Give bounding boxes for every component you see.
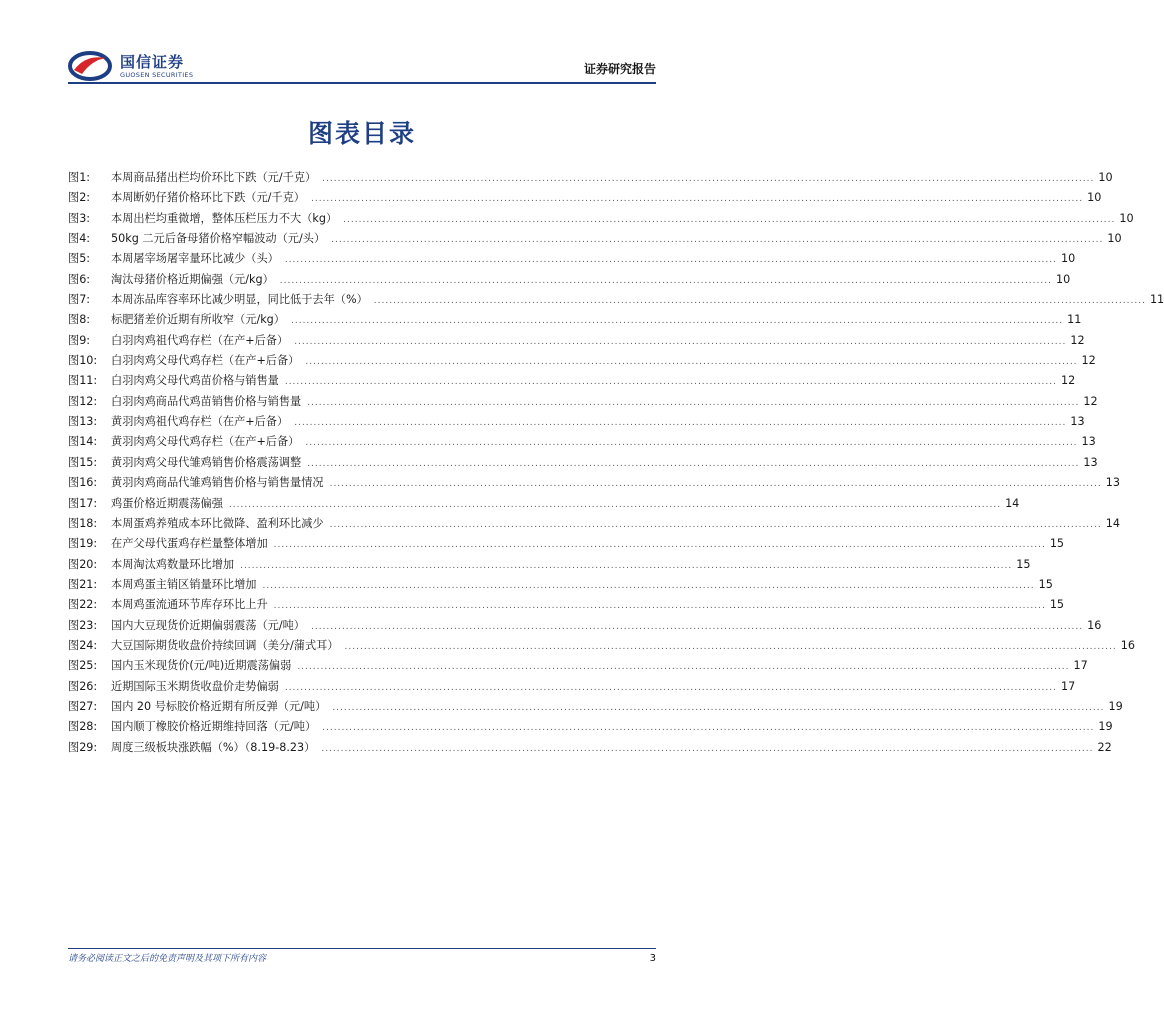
- logo-text-cn: 国信证券: [120, 53, 185, 71]
- toc-item-label: 图4:: [68, 232, 91, 246]
- toc-dot-leader: ........................................................................................................................................................................................................: [240, 560, 1013, 571]
- toc-item-label: 图18:: [68, 516, 98, 530]
- toc-item-label: 图1:: [68, 171, 91, 184]
- toc-dot-leader: ........................................................................................................................................................................................................: [273, 540, 1046, 551]
- toc-dot-leader: ........................................................................................................................................................................................................: [373, 296, 1146, 307]
- toc-item[interactable]: [68, 168, 1113, 188]
- toc-item-title[interactable]: 本周鸡蛋流通环节库存环比上升: [111, 598, 268, 612]
- toc-item-page[interactable]: 12: [1081, 354, 1096, 368]
- toc-item-page[interactable]: 11: [1067, 313, 1082, 327]
- toc-dot-leader: ........................................................................................................................................................................................................: [332, 702, 1105, 713]
- toc-item-page[interactable]: 13: [1105, 476, 1120, 490]
- toc-dot-leader: ........................................................................................................................................................................................................: [284, 255, 1057, 266]
- toc-item-page[interactable]: 14: [1005, 496, 1020, 510]
- toc-item[interactable]: [68, 392, 1098, 412]
- toc-item[interactable]: [68, 575, 1053, 595]
- toc-item[interactable]: [68, 331, 1085, 351]
- toc-item-page[interactable]: 22: [1097, 740, 1112, 754]
- toc-dot-leader: ........................................................................................................................................................................................................: [297, 662, 1070, 673]
- footer-disclaimer: 请务必阅读正文之后的免责声明及其项下所有内容: [68, 954, 267, 964]
- toc-item[interactable]: [68, 616, 1102, 636]
- toc-item-page[interactable]: 19: [1098, 720, 1113, 734]
- toc-dot-leader: ........................................................................................................................................................................................................: [344, 641, 1117, 652]
- toc-item-title[interactable]: 本周蛋鸡养殖成本环比微降、盈利环比减少: [111, 516, 324, 530]
- toc-item[interactable]: [68, 310, 1082, 330]
- toc-item-page[interactable]: 13: [1070, 415, 1085, 429]
- toc-item-title[interactable]: 本周屠宰场屠宰量环比减少（头）: [111, 252, 279, 266]
- toc-dot-leader: ........................................................................................................................................................................................................: [290, 316, 1064, 327]
- toc-item[interactable]: [68, 432, 1096, 452]
- toc-item-page[interactable]: 12: [1070, 333, 1085, 347]
- toc-item-label: 图15:: [68, 455, 98, 469]
- toc-item-label: 图17:: [68, 496, 98, 510]
- toc-item-page[interactable]: 17: [1073, 659, 1088, 673]
- toc-item-page[interactable]: 10: [1087, 191, 1102, 205]
- toc-item-page[interactable]: 14: [1105, 516, 1120, 530]
- toc-item-title[interactable]: 大豆国际期货收盘价持续回调（美分/蒲式耳）: [111, 638, 339, 652]
- toc-item[interactable]: [68, 270, 1071, 290]
- toc-dot-leader: ........................................................................................................................................................................................................: [284, 682, 1057, 693]
- toc-item-label: 图9:: [68, 333, 91, 347]
- toc-item-title[interactable]: 国内大豆现货价近期偏弱震荡（元/吨）: [111, 618, 305, 632]
- toc-item-label: 图6:: [68, 272, 91, 286]
- toc-item-label: 图24:: [68, 638, 98, 652]
- guosen-logo: [68, 48, 208, 84]
- toc-dot-leader: ........................................................................................................................................................................................................: [284, 377, 1057, 388]
- toc-item-title[interactable]: 黄羽肉鸡祖代鸡存栏（在产+后备）: [111, 415, 289, 429]
- toc-item-title[interactable]: 白羽肉鸡祖代鸡存栏（在产+后备）: [111, 333, 289, 347]
- toc-item-label: 图25:: [68, 659, 98, 673]
- toc-item-label: 图26:: [68, 679, 98, 693]
- toc-dot-leader: ........................................................................................................................................................................................................: [294, 336, 1067, 347]
- toc-item-label: 图20:: [68, 557, 98, 571]
- page-title: 图表目录: [307, 119, 416, 148]
- toc-item[interactable]: [68, 371, 1076, 391]
- toc-item-title[interactable]: 国内顺丁橡胶价格近期维持回落（元/吨）: [111, 720, 317, 734]
- toc-item-label: 图10:: [68, 354, 98, 368]
- toc-item-label: 图7:: [68, 293, 91, 307]
- toc-item[interactable]: [68, 717, 1113, 737]
- toc-item-page[interactable]: 11: [1149, 293, 1164, 307]
- toc-dot-leader: ........................................................................................................................................................................................................: [321, 743, 1094, 754]
- toc-dot-leader: ........................................................................................................................................................................................................: [343, 214, 1116, 225]
- toc-item-title[interactable]: 近期国际玉米期货收盘价走势偏弱: [111, 679, 279, 693]
- toc-item-page[interactable]: 15: [1049, 537, 1065, 551]
- toc-item-label: 图13:: [68, 415, 98, 429]
- toc-item-label: 图8:: [68, 313, 91, 327]
- toc-item[interactable]: [68, 453, 1098, 473]
- toc-item-label: 图29:: [68, 740, 98, 754]
- toc-dot-leader: ........................................................................................................................................................................................................: [307, 397, 1080, 408]
- toc-item[interactable]: [68, 738, 1112, 758]
- toc-item-title[interactable]: 本周断奶仔猪价格环比下跌（元/千克）: [111, 191, 305, 205]
- toc-item-title[interactable]: 本周商品猪出栏均价环比下跌（元/千克）: [111, 171, 317, 184]
- toc-item-label: 图12:: [68, 394, 98, 408]
- footer-divider: [68, 948, 656, 949]
- guosen-logo-icon: [68, 50, 112, 82]
- toc-item[interactable]: [68, 494, 1020, 514]
- toc-item-label: 图16:: [68, 476, 98, 490]
- toc-item-page[interactable]: 10: [1055, 272, 1071, 286]
- toc-dot-leader: ........................................................................................................................................................................................................: [294, 418, 1067, 429]
- toc-item-title[interactable]: 50kg 二元后备母猪价格窄幅波动（元/头）: [111, 232, 326, 246]
- toc-item[interactable]: [68, 188, 1102, 208]
- toc-item-title[interactable]: 在产父母代蛋鸡存栏量整体增加: [111, 537, 268, 551]
- toc-item[interactable]: [68, 229, 1122, 249]
- toc-item-label: 图21:: [68, 577, 98, 591]
- toc-dot-leader: ........................................................................................................................................................................................................: [305, 357, 1078, 368]
- toc-item[interactable]: [68, 636, 1135, 656]
- toc-item[interactable]: [68, 209, 1134, 229]
- toc-item-label: 图28:: [68, 720, 98, 734]
- toc-item-title[interactable]: 本周出栏均重微增，整体压栏压力不大（kg）: [111, 211, 338, 225]
- toc-item-page[interactable]: 13: [1083, 455, 1098, 469]
- toc-item-label: 图11:: [68, 374, 98, 388]
- toc-item-label: 图23:: [68, 618, 98, 632]
- figure-toc-list: [68, 168, 1164, 758]
- toc-item-title[interactable]: 黄羽肉鸡父母代雏鸡销售价格震荡调整: [111, 455, 302, 469]
- toc-dot-leader: ........................................................................................................................................................................................................: [310, 194, 1084, 205]
- toc-dot-leader: ........................................................................................................................................................................................................: [322, 174, 1095, 184]
- toc-item-label: 图2:: [68, 191, 91, 205]
- toc-item-label: 图3:: [68, 211, 91, 225]
- page-number: 3: [649, 953, 656, 964]
- logo-text-en: GUOSEN SECURITIES: [120, 71, 194, 79]
- toc-item[interactable]: [68, 555, 1031, 575]
- toc-item-title[interactable]: 本周淘汰鸡数量环比增加: [111, 557, 235, 571]
- toc-dot-leader: ........................................................................................................................................................................................................: [307, 458, 1080, 469]
- toc-item-title[interactable]: 国内玉米现货价(元/吨)近期震荡偏弱: [111, 659, 292, 673]
- toc-item-title[interactable]: 白羽肉鸡父母代鸡存栏（在产+后备）: [111, 354, 300, 368]
- toc-item-page[interactable]: 12: [1083, 394, 1098, 408]
- toc-item[interactable]: [68, 514, 1120, 534]
- toc-item-page[interactable]: 10: [1119, 211, 1134, 225]
- toc-dot-leader: ........................................................................................................................................................................................................: [331, 235, 1104, 246]
- toc-dot-leader: ........................................................................................................................................................................................................: [322, 723, 1095, 734]
- toc-item-title[interactable]: 白羽肉鸡商品代鸡苗销售价格与销售量: [111, 394, 302, 408]
- toc-item-page[interactable]: 10: [1107, 232, 1122, 246]
- toc-dot-leader: ........................................................................................................................................................................................................: [279, 275, 1052, 286]
- toc-dot-leader: ........................................................................................................................................................................................................: [273, 601, 1046, 612]
- toc-item-page[interactable]: 10: [1061, 252, 1076, 266]
- toc-dot-leader: ........................................................................................................................................................................................................: [329, 519, 1102, 530]
- toc-item[interactable]: [68, 697, 1123, 717]
- toc-item[interactable]: [68, 290, 1164, 310]
- toc-item-title[interactable]: 国内 20 号标胶价格近期有所反弹（元/吨）: [111, 699, 327, 713]
- toc-item-page[interactable]: 16: [1087, 618, 1102, 632]
- toc-item-title[interactable]: 本周鸡蛋主销区销量环比增加: [111, 577, 257, 591]
- toc-item-page[interactable]: 15: [1016, 557, 1031, 571]
- toc-item-page[interactable]: 10: [1098, 171, 1113, 184]
- toc-item[interactable]: [68, 656, 1088, 676]
- toc-item[interactable]: [68, 595, 1065, 615]
- toc-item-label: 图19:: [68, 537, 98, 551]
- toc-item-title[interactable]: 标肥猪差价近期有所收窄（元/kg）: [111, 313, 285, 327]
- toc-item-title[interactable]: 淘汰母猪价格近期偏强（元/kg）: [111, 272, 274, 286]
- page-header: [68, 48, 656, 84]
- toc-item-page[interactable]: 17: [1061, 679, 1076, 693]
- toc-item-label: 图5:: [68, 252, 91, 266]
- toc-item[interactable]: [68, 534, 1065, 554]
- toc-item-title[interactable]: 黄羽肉鸡商品代雏鸡销售价格与销售量情况: [111, 476, 324, 490]
- toc-dot-leader: ........................................................................................................................................................................................................: [310, 621, 1084, 632]
- toc-item[interactable]: [68, 473, 1120, 493]
- toc-item-page[interactable]: 15: [1038, 577, 1053, 591]
- header-divider: [68, 82, 656, 84]
- toc-dot-leader: ........................................................................................................................................................................................................: [305, 438, 1078, 449]
- toc-item-label: 图22:: [68, 598, 98, 612]
- toc-dot-leader: ........................................................................................................................................................................................................: [228, 499, 1002, 510]
- toc-item-label: 图14:: [68, 435, 98, 449]
- toc-item-title[interactable]: 黄羽肉鸡父母代鸡存栏（在产+后备）: [111, 435, 300, 449]
- toc-item[interactable]: [68, 249, 1076, 269]
- toc-item-page[interactable]: 16: [1120, 638, 1135, 652]
- toc-item-page[interactable]: 15: [1049, 598, 1065, 612]
- toc-item-page[interactable]: 19: [1108, 699, 1123, 713]
- toc-item-title[interactable]: 白羽肉鸡父母代鸡苗价格与销售量: [111, 374, 279, 388]
- toc-item-title[interactable]: 周度三级板块涨跌幅（%）（8.19-8.23）: [111, 740, 316, 754]
- toc-item[interactable]: [68, 412, 1085, 432]
- toc-item-title[interactable]: 本周冻品库容率环比减少明显，同比低于去年（%）: [111, 293, 368, 307]
- toc-item-page[interactable]: 12: [1061, 374, 1076, 388]
- toc-item-title[interactable]: 鸡蛋价格近期震荡偏强: [111, 496, 223, 510]
- toc-dot-leader: ........................................................................................................................................................................................................: [262, 580, 1035, 591]
- toc-item-page[interactable]: 13: [1081, 435, 1096, 449]
- toc-item-label: 图27:: [68, 699, 98, 713]
- toc-item[interactable]: [68, 351, 1096, 371]
- toc-dot-leader: ........................................................................................................................................................................................................: [329, 479, 1102, 490]
- report-type-label: 证券研究报告: [583, 62, 656, 76]
- toc-item[interactable]: [68, 677, 1076, 697]
